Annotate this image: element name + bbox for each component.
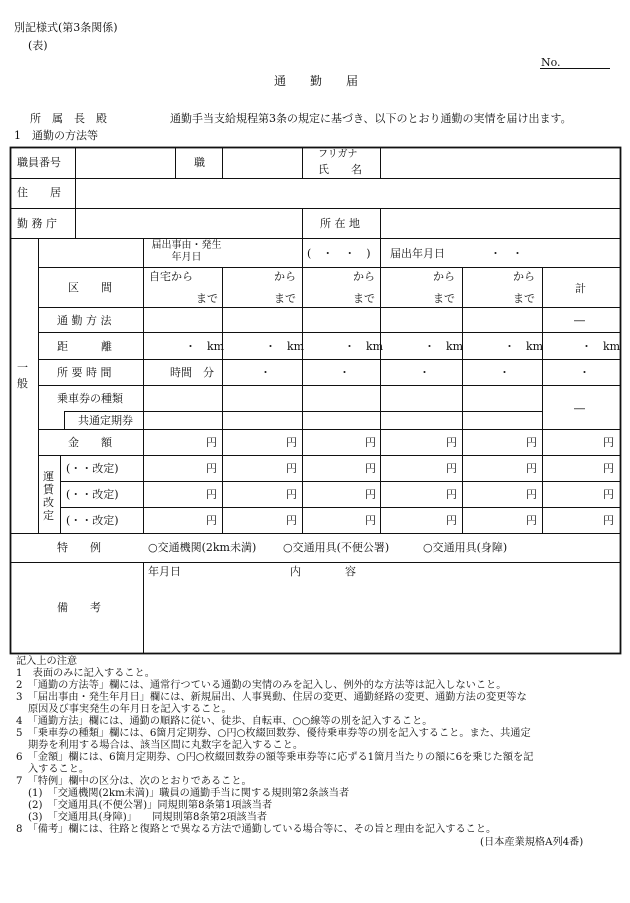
reason-date-blank: ( ・ ・ ) [307, 247, 371, 260]
rev3-yen-1: 円 [206, 514, 217, 527]
ticket-total-dash: ― [574, 402, 585, 415]
note-line: 7 「特例」欄中の区分は、次のとおりであること。 [16, 776, 252, 787]
time-dot-5: ・ [499, 366, 510, 379]
reason-date-label: 届出事由・発生年月日 [151, 240, 222, 263]
rev1-yen-4: 円 [446, 462, 457, 475]
from-home-label: 自宅から [149, 270, 193, 283]
to-label-5: まで [513, 292, 535, 305]
amount-yen-3: 円 [365, 436, 376, 449]
revision-date-3: (・・改定) [66, 514, 119, 527]
distance-km-1: ・ km [185, 340, 225, 353]
section-heading: 1 通勤の方法等 [14, 129, 98, 142]
time-label: 所 要 時 間 [57, 366, 112, 379]
to-label-2: まで [274, 292, 296, 305]
rev2-yen-4: 円 [446, 488, 457, 501]
time-unit-1: 時間 分 [170, 366, 214, 379]
amount-yen-2: 円 [286, 436, 297, 449]
rev3-yen-5: 円 [526, 514, 537, 527]
note-line: 4 「通勤方法」欄には、通勤の順路に従い、徒歩、自転車、○○線等の別を記入すること。 [16, 716, 433, 727]
rev1-yen-5: 円 [526, 462, 537, 475]
rev1-yen-1: 円 [206, 462, 217, 475]
special-option-transport[interactable]: ○交通機関(2km未満) [148, 541, 257, 554]
shared-pass-label: 共通定期券 [78, 414, 133, 427]
amount-yen-1: 円 [206, 436, 217, 449]
number-label: No. [541, 56, 561, 69]
addressee: 所 属 長 殿 [30, 112, 107, 125]
time-dot-4: ・ [419, 366, 430, 379]
form-side: (表) [28, 39, 48, 52]
office-label: 勤 務 庁 [17, 217, 57, 230]
rev1-yen-3: 円 [365, 462, 376, 475]
note-line: (2) 「交通用具(不便公署)」同規則第8条第1項該当者 [28, 800, 273, 811]
distance-km-total: ・ km [581, 340, 621, 353]
remarks-date-label: 年月日 [148, 565, 181, 578]
note-line: (3) 「交通用具(身障)」 同規則第8条第2項該当者 [28, 812, 268, 823]
note-line: 入すること。 [28, 764, 90, 775]
distance-km-5: ・ km [504, 340, 544, 353]
note-line: 6 「金額」欄には、6箇月定期券、○円○枚綴回数券の額等乗車券等に応ずる1箇月当たりの額に6を乗じた額を記 [16, 752, 534, 763]
special-label: 特 例 [57, 541, 101, 554]
note-line: 8 「備考」欄には、往路と復路とで異なる方法で通勤している場合等に、その旨と理由を記入すること。 [16, 824, 497, 835]
from-label-2: から [274, 270, 296, 283]
distance-km-4: ・ km [424, 340, 464, 353]
rev2-yen-total: 円 [603, 488, 614, 501]
special-option-disability[interactable]: ○交通用具(身障) [423, 541, 508, 554]
furigana-label: フリガナ [318, 149, 358, 160]
office-location-label: 所 在 地 [320, 217, 360, 230]
name-label: 氏 名 [318, 163, 362, 176]
rev1-yen-total: 円 [603, 462, 614, 475]
rev2-yen-5: 円 [526, 488, 537, 501]
to-label-1: まで [196, 292, 218, 305]
time-dot-2: ・ [260, 366, 271, 379]
rev1-yen-2: 円 [286, 462, 297, 475]
staff-number-label: 職員番号 [17, 156, 61, 169]
to-label-3: まで [353, 292, 375, 305]
report-date-blank: ・ ・ [490, 247, 523, 260]
from-label-4: から [433, 270, 455, 283]
time-dot-3: ・ [339, 366, 350, 379]
section-column-label: 区 間 [68, 281, 112, 294]
note-line: 2 「通勤の方法等」欄には、通常行つている通勤の実情のみを記入し、例外的な方法等は記入しないこと。 [16, 680, 507, 691]
total-label: 計 [575, 282, 586, 295]
paper-size-note: (日本産業規格A列4番) [480, 837, 584, 848]
note-line: 原因及び事実発生の年月日を記入すること。 [28, 704, 232, 715]
document-title: 通 勤 届 [274, 74, 359, 88]
amount-yen-4: 円 [446, 436, 457, 449]
rev3-yen-3: 円 [365, 514, 376, 527]
distance-km-2: ・ km [265, 340, 305, 353]
note-line: 1 表面のみに記入すること。 [16, 668, 155, 679]
rev3-yen-total: 円 [603, 514, 614, 527]
rev3-yen-2: 円 [286, 514, 297, 527]
rev3-yen-4: 円 [446, 514, 457, 527]
note-line: 3 「届出事由・発生年月日」欄には、新規届出、人事異動、住居の変更、通勤経路の変更、通勤方法の変更等な [16, 692, 527, 703]
amount-label: 金 額 [68, 436, 112, 449]
position-label: 職 [194, 156, 205, 169]
intro-text: 通勤手当支給規程第3条の規定に基づき、以下のとおり通勤の実情を届け出ます。 [170, 112, 572, 125]
ticket-type-label: 乗車券の種類 [57, 392, 123, 405]
form-reference: 別記様式(第3条関係) [14, 21, 118, 34]
from-label-3: から [353, 270, 375, 283]
note-line: 5 「乗車券の種類」欄には、6箇月定期券、○円○枚綴回数券、優待乗車券等の別を記入すること。また、共通定 [16, 728, 531, 739]
revision-date-1: (・・改定) [66, 462, 119, 475]
note-line: 期券を利用する場合は、該当区間に丸数字を記入すること。 [28, 740, 304, 751]
amount-yen-5: 円 [526, 436, 537, 449]
remarks-content-label: 内 容 [290, 565, 356, 578]
method-label: 通 勤 方 法 [57, 314, 112, 327]
rev2-yen-3: 円 [365, 488, 376, 501]
amount-yen-total: 円 [603, 436, 614, 449]
special-option-inconvenient[interactable]: ○交通用具(不便公署) [283, 541, 390, 554]
fare-revision-label: 運賃改定 [43, 470, 54, 522]
remarks-label: 備 考 [57, 601, 101, 614]
general-label: 一 般 [17, 361, 50, 390]
time-dot-total: ・ [579, 366, 590, 379]
distance-label: 距 離 [57, 340, 112, 353]
report-date-label: 届出年月日 [390, 247, 445, 260]
distance-km-3: ・ km [344, 340, 384, 353]
method-total-dash: ― [574, 314, 585, 327]
note-line: (1) 「交通機関(2km未満)」職員の通勤手当に関する規則第2条該当者 [28, 788, 350, 799]
rev2-yen-2: 円 [286, 488, 297, 501]
rev2-yen-1: 円 [206, 488, 217, 501]
to-label-4: まで [433, 292, 455, 305]
from-label-5: から [513, 270, 535, 283]
notes-heading: 記入上の注意 [16, 656, 78, 667]
revision-date-2: (・・改定) [66, 488, 119, 501]
address-label: 住 居 [17, 186, 61, 199]
